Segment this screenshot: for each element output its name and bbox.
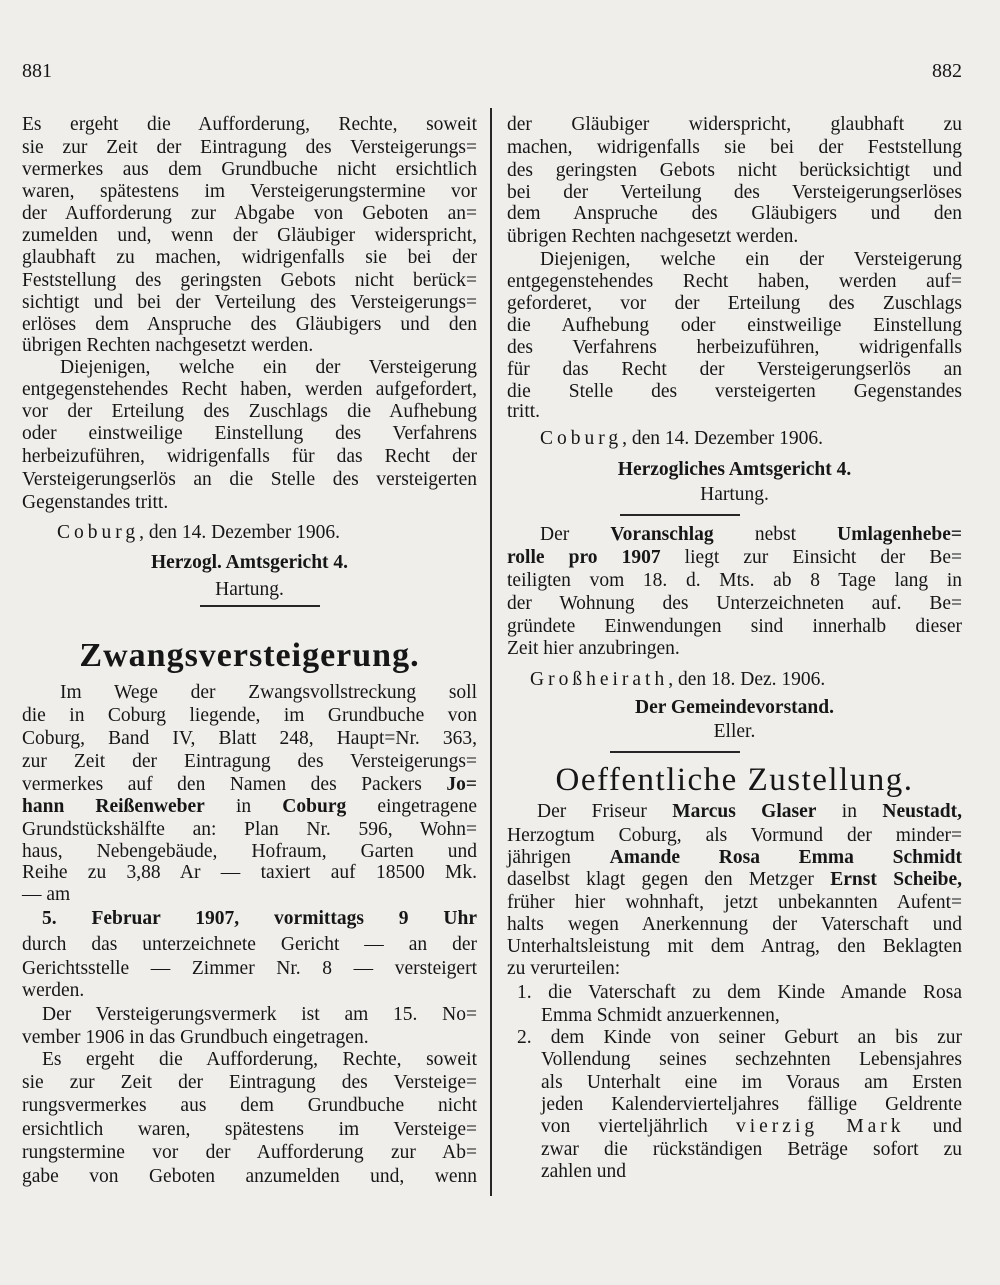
text-line: zu verurteilen: [507,958,621,979]
text-line: haus, Nebengebäude, Hofraum, Garten und [22,841,477,862]
text-line: Im Wege der Zwangsvollstreckung soll [60,682,477,703]
text-line: entgegenstehendes Recht haben, werden aufgefordert, [22,379,477,400]
bold-text: Marcus Glaser [672,801,817,822]
text-line: geforderet, vor der Erteilung des Zuschlags [507,293,962,314]
text-line: für das Recht der Versteigerungserlös an [507,359,962,380]
text-line: sie zur Zeit der Eintragung des Versteige= [22,1072,477,1093]
text-line: Der Versteigerungsvermerk ist am 15. No= [42,1004,477,1025]
text-segment [818,1116,846,1137]
authority-name: Der Gemeindevorstand. [635,697,834,718]
text-line: Zeit hier anzubringen. [507,638,680,659]
text-line: werden. [22,980,85,1001]
bold-text: Amande Rosa Emma Schmidt [609,847,962,868]
spaced-text: Coburg [57,522,140,543]
text-line: — am [22,884,71,905]
text-line: Herzogtum Coburg, als Vormund der minder= [507,825,962,846]
text-line: ersichtlich waren, spätestens im Versteige= [22,1119,477,1140]
text-line: vember 1906 in das Grundbuch eingetragen. [22,1027,369,1048]
auction-date: 5. Februar 1907, vormittags 9 Uhr [42,908,477,929]
text-line: übrigen Rechten nachgesetzt werden. [507,226,799,247]
text-line [507,868,962,892]
bold-text: Coburg [282,796,347,817]
text-line: rungstermine vor der Aufforderung zur Ab= [22,1142,477,1163]
list-item: 1. die Vaterschaft zu dem Kinde Amande Rosa [517,982,962,1003]
date-text: , den 14. Dezember 1906. [622,428,824,449]
text-line: Reihe zu 3,88 Ar — taxiert auf 18500 Mk. [22,862,477,883]
text-line: Diejenigen, welche ein der Versteigerung [60,357,477,378]
text-segment: in [204,796,283,817]
court-name: Herzogl. Amtsgericht 4. [150,552,349,573]
text-line: sie zur Zeit der Eintragung des Versteigerungs= [22,137,477,158]
text-line: Feststellung des geringsten Gebots nicht berück= [22,270,477,291]
bold-text: Jo= [446,774,477,795]
text-line [507,800,962,824]
text-line: die Aufhebung oder einstweilige Einstellung [507,315,962,336]
text-line: vor der Erteilung des Zuschlags die Aufhebung [22,401,477,422]
text-line: früher hier wohnhaft, jetzt unbekannten Aufent= [507,892,962,913]
text-line: oder einstweilige Einstellung des Verfahrens [22,423,477,444]
text-segment: jährigen [507,847,610,868]
text-line: herbeizuführen, widrigenfalls für das Recht der [22,446,477,467]
text-line: sichtigt und bei der Verteilung des Versteigerungs= [22,292,477,313]
text-line: Unterhaltsleistung mit dem Antrag, den Beklagten [507,936,962,957]
text-line: Coburg, Band IV, Blatt 248, Haupt=Nr. 363, [22,728,477,749]
list-item: als Unterhalt eine im Voraus am Ersten [541,1072,962,1093]
bold-text: rolle pro 1907 [507,547,661,568]
list-item: Emma Schmidt anzuerkennen, [541,1005,780,1026]
court-name: Herzogliches Amtsgericht 4. [617,459,852,480]
text-segment: in [816,801,883,822]
text-line: des geringsten Gebots nicht berücksichtigt und [507,160,962,181]
text-line: Grundstückshälfte an: Plan Nr. 596, Wohn= [22,819,477,840]
text-line: waren, spätestens im Versteigerungstermine vor [22,181,477,202]
notice-separator [610,751,740,753]
text-segment: liegt zur Einsicht der Be= [660,547,962,568]
text-segment: daselbst klagt gegen den Metzger [507,869,831,890]
text-line: halts wegen Anerkennung der Vaterschaft und [507,914,962,935]
text-line: dem Anspruche des Gläubigers und den [507,203,962,224]
signer-name: Hartung. [700,484,769,505]
dateline [507,427,962,451]
text-line: erlöses dem Anspruche des Gläubigers und den [22,314,477,335]
dateline [507,668,962,692]
notice-separator [200,605,320,607]
text-line: durch das unterzeichnete Gericht — an der [22,934,477,955]
text-line: die in Coburg liegende, im Grundbuche von [22,705,477,726]
text-line: der Gläubiger widerspricht, glaubhaft zu [507,114,962,135]
text-line: Gerichtsstelle — Zimmer Nr. 8 — versteigert [22,958,477,979]
text-line: übrigen Rechten nachgesetzt werden. [22,335,314,356]
notice-title: Zwangsversteigerung. [79,637,420,674]
text-line: zumelden und, wenn der Gläubiger widerspricht, [22,225,477,246]
dateline [22,521,477,545]
text-segment: Der Friseur [537,801,673,822]
list-item: zahlen und [541,1161,627,1182]
text-line: entgegenstehendes Recht haben, werden auf= [507,271,962,292]
text-segment: und [904,1116,962,1137]
list-item: zwar die rückständigen Beträge sofort zu [541,1139,962,1160]
bold-text: Voranschlag [610,524,714,545]
date-text: , den 18. Dez. 1906. [668,669,826,690]
date-text: , den 14. Dezember 1906. [139,522,341,543]
bold-text: Ernst Scheibe, [830,869,962,890]
text-line: Versteigerungserlös an die Stelle des versteigerten [22,469,477,490]
text-line: zur Zeit der Eintragung des Versteigerungs= [22,751,477,772]
text-line: der Aufforderung zur Abgabe von Geboten an= [22,203,477,224]
text-line: gabe von Geboten anzumelden und, wenn [22,1166,477,1187]
spaced-text: Coburg [540,428,623,449]
list-item: jeden Kalendervierteljahres fällige Geldrente [541,1094,962,1115]
bold-text: Neustadt, [882,801,962,822]
column-divider [490,108,492,1196]
list-item: 2. dem Kinde von seiner Geburt an bis zur [517,1027,962,1048]
text-line: Gegenstandes tritt. [22,492,169,513]
notice-separator [620,514,740,516]
text-line [507,546,962,570]
text-line [22,773,477,797]
page-number-left: 881 [22,60,52,82]
text-line: machen, widrigenfalls sie bei der Feststellung [507,137,962,158]
spaced-text: Mark [846,1116,905,1137]
text-line: tritt. [507,401,541,422]
text-line [507,523,962,547]
text-segment: vermerkes auf den Namen des Packers [22,774,447,795]
signer-name: Eller. [713,721,756,742]
text-line: des Verfahrens herbeizuführen, widrigenfalls [507,337,962,358]
text-line: der Wohnung des Unterzeichneten auf. Be= [507,593,962,614]
text-line [507,846,962,870]
text-line: die Stelle des versteigerten Gegenstandes [507,381,962,402]
text-segment: Der [540,524,611,545]
text-line: rungsvermerkes aus dem Grundbuche nicht [22,1095,477,1116]
text-line: Diejenigen, welche ein der Versteigerung [540,249,962,270]
text-line: Es ergeht die Aufforderung, Rechte, soweit [22,114,477,135]
bold-text: Umlagenhebe= [837,524,962,545]
list-item: Vollendung seines sechzehnten Lebensjahres [541,1049,962,1070]
notice-title: Oeffentliche Zustellung. [555,762,914,798]
text-line: vermerkes aus dem Grundbuche nicht ersichtlich [22,159,477,180]
text-line: glaubhaft zu machen, widrigenfalls sie bei der [22,247,477,268]
text-line: gründete Einwendungen sind innerhalb dieser [507,616,962,637]
text-line: Es ergeht die Aufforderung, Rechte, soweit [42,1049,477,1070]
text-line: teiligten vom 18. d. Mts. ab 8 Tage lang in [507,570,962,591]
text-line: bei der Verteilung des Versteigerungserlöses [507,182,962,203]
signer-name: Hartung. [215,579,284,600]
text-segment: von vierteljährlich [541,1116,736,1137]
spaced-text: vierzig [735,1116,819,1137]
bold-text: hann Reißenweber [22,796,205,817]
spaced-text: Großheirath [530,669,669,690]
page-number-right: 882 [932,60,962,82]
list-item [507,1115,962,1139]
text-segment: eingetragene [346,796,477,817]
text-line [22,795,477,819]
text-segment: nebst [713,524,838,545]
